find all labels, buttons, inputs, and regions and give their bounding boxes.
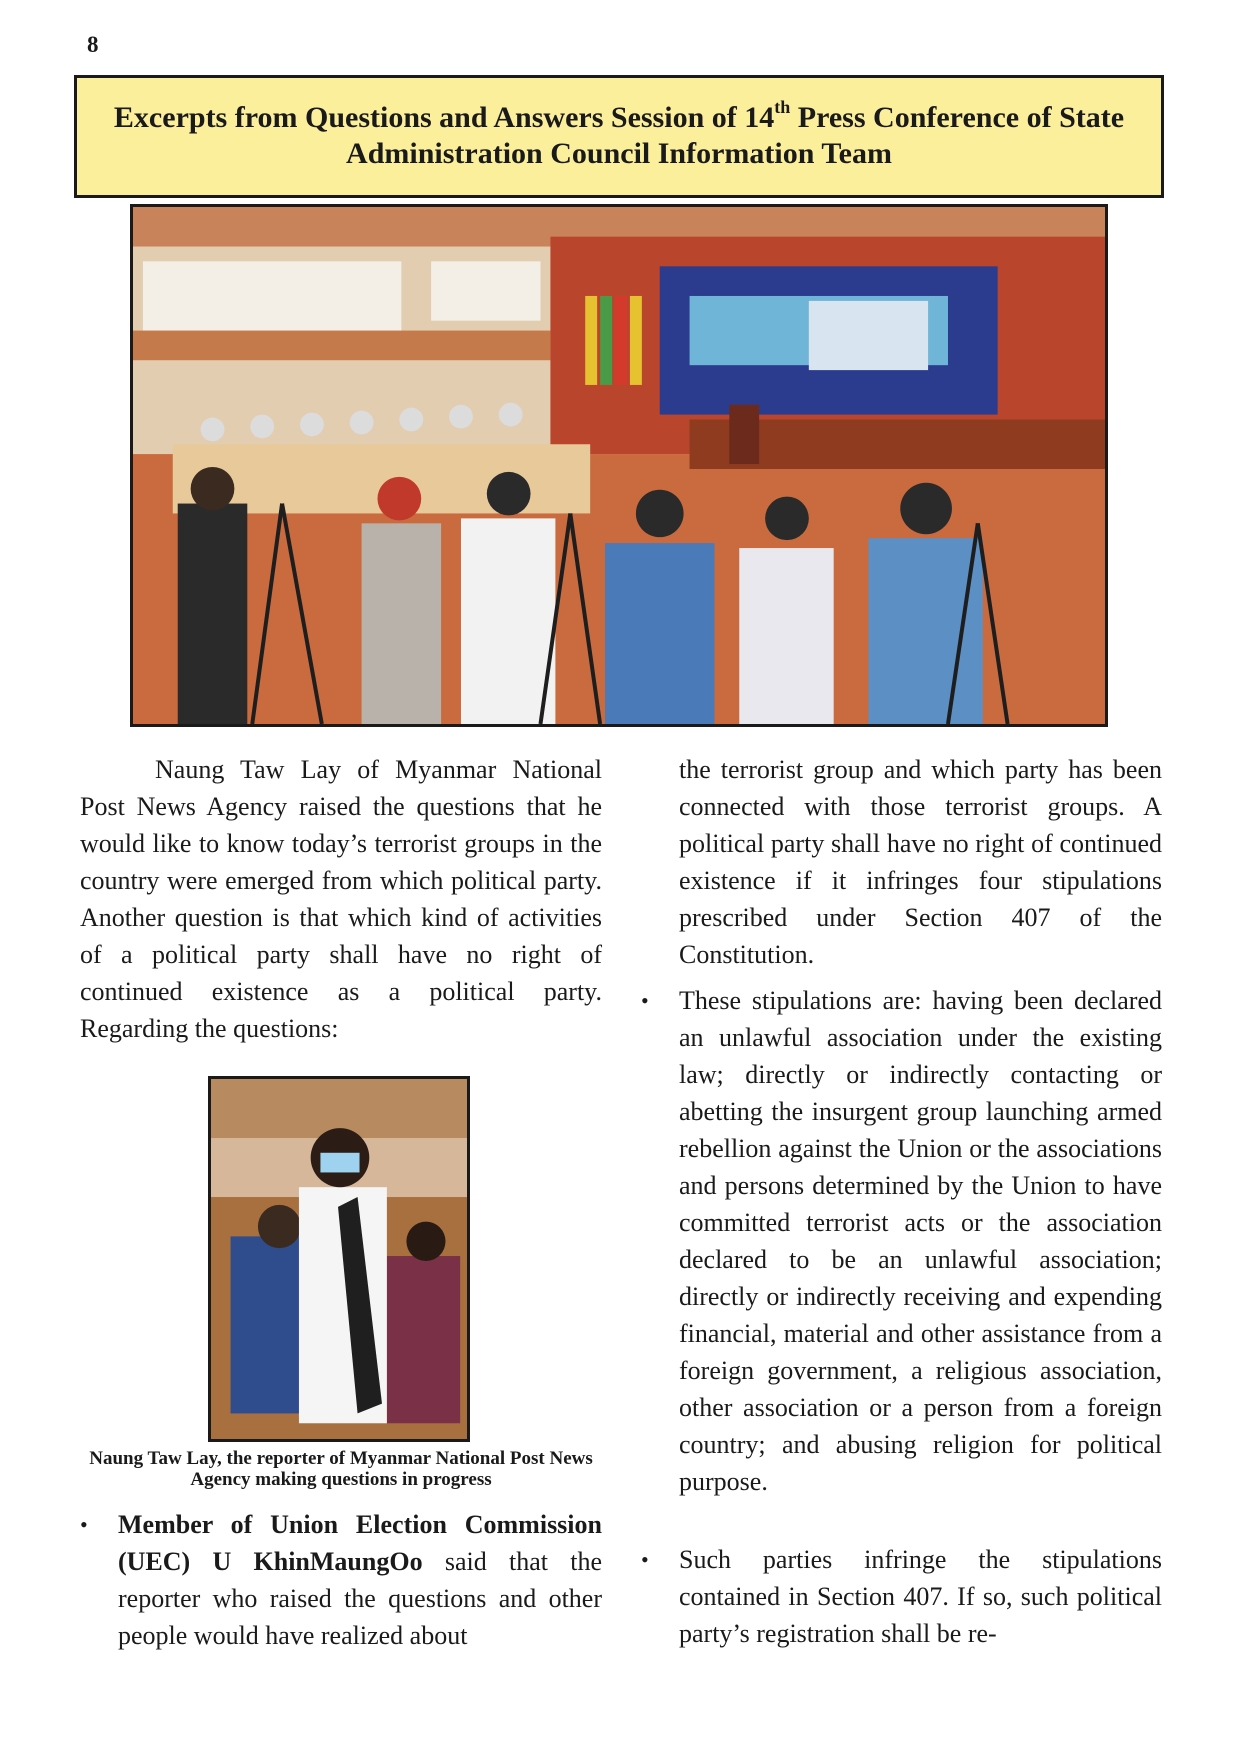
stipulations-bullet [641, 982, 1162, 1500]
bullet-icon: • [80, 1512, 88, 1537]
title-text-2: Press Conference of State [790, 101, 1125, 134]
right-column [679, 751, 1162, 973]
infringe-text: Such parties infringe the stipulations contained in Section 407. If so, such political party’s registration shall be re- [679, 1545, 1162, 1648]
press-conference-photo [130, 204, 1108, 727]
inset-photo-caption: Naung Taw Lay, the reporter of Myanmar National Post News Agency making questions in progress [89, 1448, 593, 1490]
right-paragraph: the terrorist group and which party has been connected with those terrorist groups. A political party shall have no right of continued existence if it infringes four stipulations prescribed under Section 407 of the Constitution. [679, 755, 1162, 969]
uec-member-bullet [80, 1506, 602, 1654]
reporter-photo [208, 1076, 470, 1442]
article-title-box [74, 75, 1164, 198]
page-number: 8 [87, 32, 99, 57]
infringe-bullet [641, 1541, 1162, 1652]
bullet-icon: • [641, 1547, 649, 1572]
uec-member-name: Member of Union Election Commission (UEC) U KhinMaungOo [118, 1510, 602, 1576]
stipulations-text: These stipulations are: having been declared an unlawful association under the existing law; directly or indirectly contacting or abetting the insurgent group launching armed rebellion against the Union or the associations and persons determined by the Union to have committed terrorist acts or the association declared to be an unlawful association; directly or indirectly receiving and expending financial, material and other assistance from a foreign government, a religious association, other association or a person from a foreign country; and abusing religion for political purpose. [679, 986, 1162, 1496]
left-column [80, 751, 602, 1047]
title-text-1: Excerpts from Questions and Answers Session of 14 [113, 101, 775, 134]
bullet-icon: • [641, 988, 649, 1013]
title-superscript: th [774, 97, 791, 117]
uec-member-statement: said that the reporter who raised the questions and other people would have realized about [118, 1547, 602, 1650]
title-text-3: Administration Council Information Team [346, 137, 892, 170]
intro-paragraph: Naung Taw Lay of Myanmar National Post News Agency raised the questions that he would like to know today’s terrorist groups in the country were emerged from which political party. Another question is that which kind of activities of a political party shall have no right of continued existence as a political party. Regarding the questions: [80, 755, 602, 1043]
